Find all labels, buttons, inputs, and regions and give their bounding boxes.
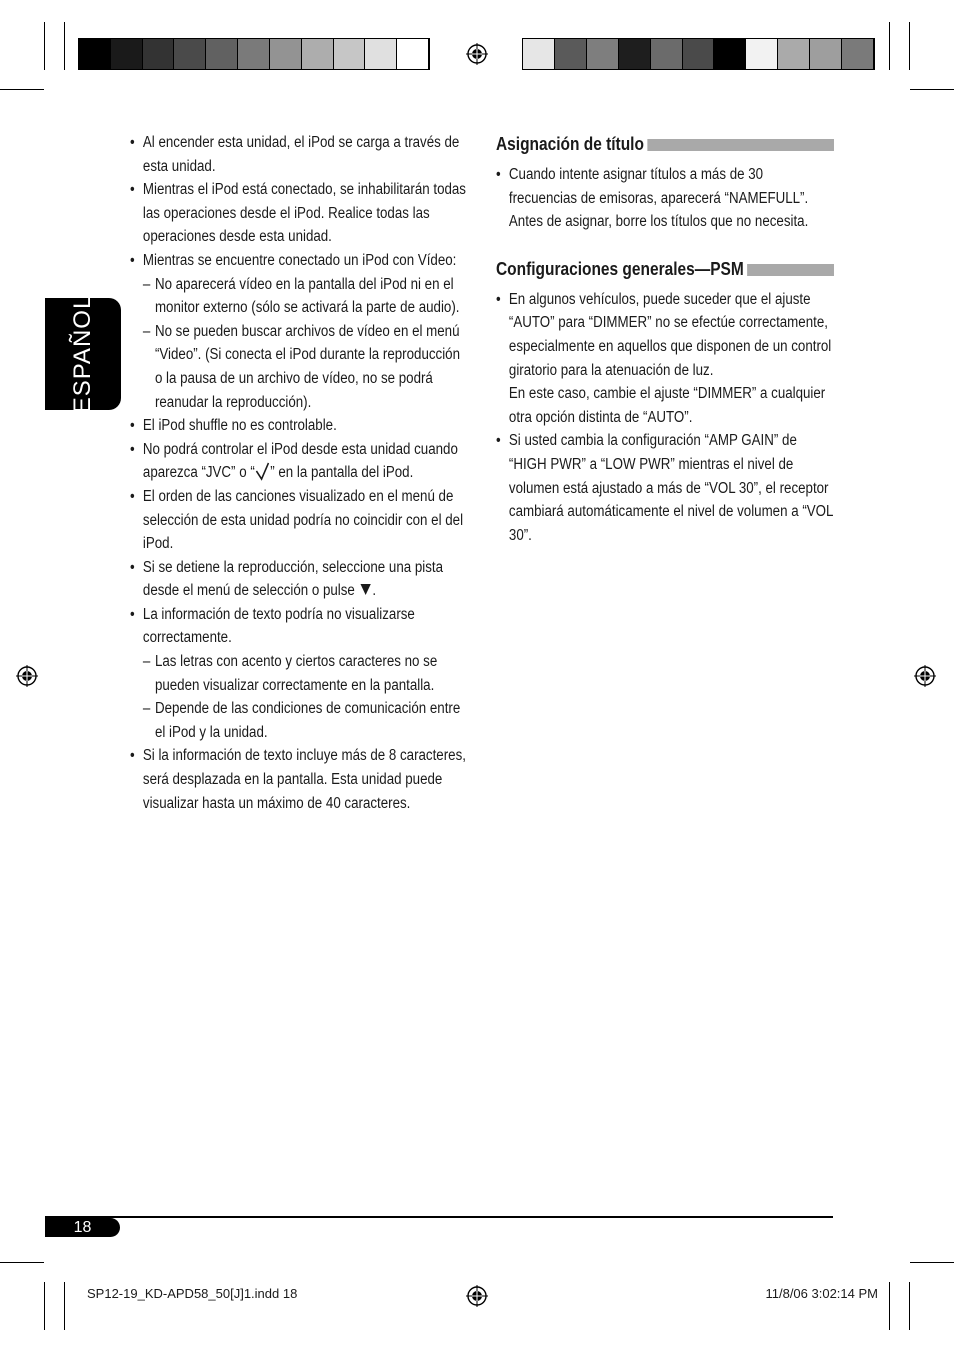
section-heading xyxy=(496,131,834,157)
list-item: • Si la información de texto incluye más de 8 caracteres, será desplazada en la pantalla. Esta unidad puede visualizar hasta un máximo de 40 caracteres. xyxy=(130,744,468,815)
crop-mark xyxy=(64,22,65,70)
paragraph: En este caso, cambie el ajuste “DIMMER” a cualquier otra opción distinta de “AUTO”. xyxy=(508,385,826,426)
list-item xyxy=(130,603,468,745)
gray-swatch xyxy=(619,39,651,69)
list-item xyxy=(130,556,468,603)
grayscale-bar-left xyxy=(78,38,430,70)
grayscale-bar-right xyxy=(522,38,875,70)
sub-list-item: – Las letras con acento y ciertos caracteres no se pueden visualizar correctamente en la pantalla. xyxy=(143,650,468,697)
sub-list-item: – Depende de las condiciones de comunicación entre el iPod y la unidad. xyxy=(143,697,468,744)
heading-rule xyxy=(647,139,834,151)
crop-mark xyxy=(909,22,910,70)
gray-swatch xyxy=(714,39,746,69)
date-slug: 11/8/06 3:02:14 PM xyxy=(765,1286,878,1301)
list-item: • Cuando intente asignar títulos a más de 30 frecuencias de emisoras, aparecerá “NAMEFULL”. Antes de asignar, borre los títulos que no necesita. xyxy=(496,163,834,234)
registration-mark-icon xyxy=(914,665,936,687)
page-number: 18 xyxy=(45,1218,120,1237)
section-title: Asignación de título xyxy=(496,134,644,154)
list-item xyxy=(130,249,468,414)
footer-rule xyxy=(45,1216,833,1218)
heading-rule xyxy=(747,264,834,276)
gray-swatch xyxy=(270,39,302,69)
list-item: • El iPod shuffle no es controlable. xyxy=(130,414,468,438)
down-triangle-icon xyxy=(360,584,370,595)
gray-swatch xyxy=(302,39,334,69)
registration-mark-icon xyxy=(466,43,488,65)
gray-swatch xyxy=(238,39,270,69)
list-item-text: La información de texto podría no visualizarse correctamente. xyxy=(142,605,415,647)
crop-mark xyxy=(44,1282,45,1330)
left-column xyxy=(130,131,468,815)
sub-list xyxy=(143,650,468,744)
gray-swatch xyxy=(365,39,397,69)
crop-mark xyxy=(0,89,44,90)
paragraph: • En algunos vehículos, puede suceder que el ajuste “AUTO” para “DIMMER” no se efectúe correctamente, especialmente en aquellos que disponen de un control giratorio para la atenuación de luz. xyxy=(508,290,832,379)
gray-swatch xyxy=(111,39,143,69)
crop-mark xyxy=(44,22,45,70)
list-item: • Si usted cambia la configuración “AMP GAIN” de “HIGH PWR” a “LOW PWR” mientras el nivel de volumen está ajustado a más de “VOL 30”, el receptor cambiará automáticamente el nivel de volumen a “VOL 30”. xyxy=(496,429,834,547)
registration-mark-icon xyxy=(466,1285,488,1307)
list-item xyxy=(496,288,834,430)
gray-swatch xyxy=(810,39,842,69)
list-item: • Mientras el iPod está conectado, se inhabilitarán todas las operaciones desde el iPod. Realice todas las operaciones desde esta unidad. xyxy=(130,178,468,249)
list-item-text: Si se detiene la reproducción, seleccione una pista desde el menú de selección o pulse xyxy=(142,558,444,600)
sub-list-item: – No aparecerá vídeo en la pantalla del iPod ni en el monitor externo (sólo se activará la parte de audio). xyxy=(143,273,468,320)
language-label: ESPAÑOL xyxy=(69,294,96,414)
right-column xyxy=(496,131,834,547)
section-title: Configuraciones generales—PSM xyxy=(496,258,744,279)
gray-swatch xyxy=(143,39,175,69)
registration-mark-icon xyxy=(16,665,38,687)
crop-mark xyxy=(889,22,890,70)
checkmark-icon xyxy=(255,461,270,481)
left-bullet-list xyxy=(130,131,468,815)
crop-mark xyxy=(0,1262,44,1263)
gray-swatch xyxy=(683,39,715,69)
list-item: • El orden de las canciones visualizado en el menú de selección de esta unidad podría no coincidir con el del iPod. xyxy=(130,485,468,556)
list-item-text: No podrá controlar el iPod desde esta unidad cuando aparezca “JVC” o “ xyxy=(142,440,458,482)
list-item-text: . xyxy=(372,582,377,600)
gray-swatch xyxy=(842,39,874,69)
gray-swatch xyxy=(79,39,111,69)
crop-mark xyxy=(889,1282,890,1330)
section-bullet-list xyxy=(496,288,834,548)
gray-swatch xyxy=(746,39,778,69)
section-bullet-list xyxy=(496,163,834,234)
gray-swatch xyxy=(523,39,555,69)
list-item xyxy=(130,438,468,485)
crop-mark xyxy=(909,1282,910,1330)
gray-swatch xyxy=(555,39,587,69)
sub-list-item: – No se pueden buscar archivos de vídeo en el menú “Video”. (Si conecta el iPod durante la reproducción o la pausa de un archivo de vídeo, no se podrá reanudar la reproducción). xyxy=(143,320,468,414)
gray-swatch xyxy=(587,39,619,69)
crop-mark xyxy=(64,1282,65,1330)
gray-swatch xyxy=(206,39,238,69)
crop-mark xyxy=(910,89,954,90)
sub-list xyxy=(143,273,468,415)
list-item: • Al encender esta unidad, el iPod se carga a través de esta unidad. xyxy=(130,131,468,178)
gray-swatch xyxy=(174,39,206,69)
gray-swatch xyxy=(778,39,810,69)
language-side-tab xyxy=(45,294,121,414)
file-slug: SP12-19_KD-APD58_50[J]1.indd 18 xyxy=(87,1286,298,1301)
gray-swatch xyxy=(334,39,366,69)
list-item-text: Mientras se encuentre conectado un iPod con Vídeo: xyxy=(142,251,457,269)
crop-mark xyxy=(910,1262,954,1263)
list-item-text: ” en la pantalla del iPod. xyxy=(270,464,414,482)
gray-swatch xyxy=(397,39,429,69)
gray-swatch xyxy=(651,39,683,69)
section-heading xyxy=(496,256,834,282)
